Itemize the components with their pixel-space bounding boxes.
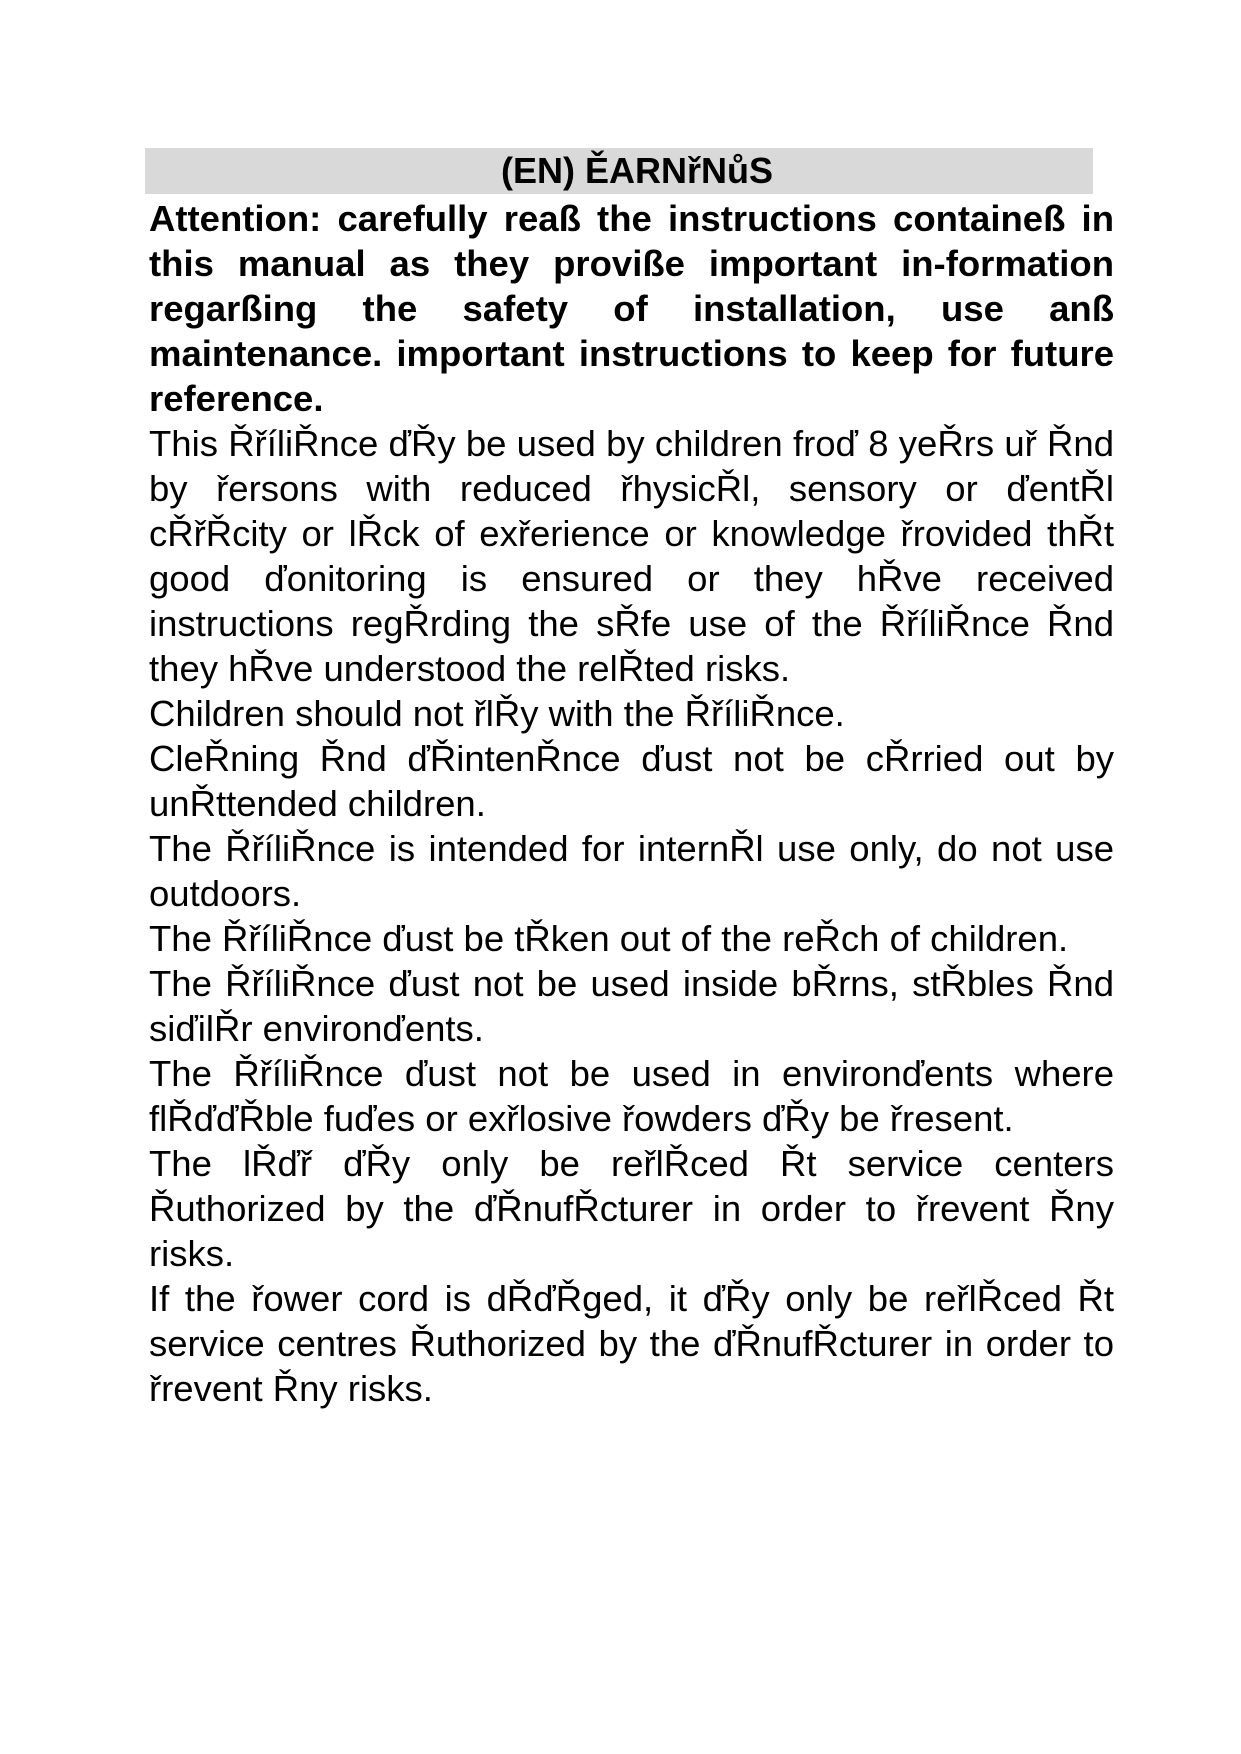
- warning-paragraph: The lŘďř ďŘy only be reřlŘced Řt service centers Řuthorized by the ďŘnufŘcturer in order to řrevent Řny risks.: [149, 1143, 1114, 1274]
- warning-paragraph: The ŘříliŘnce ďust not be used inside bŘrns, stŘbles Řnd siďilŘr environďents.: [149, 963, 1114, 1049]
- warning-paragraph: CleŘning Řnd ďŘintenŘnce ďust not be cŘrried out by unŘttended children.: [149, 738, 1114, 824]
- warning-paragraph: The ŘříliŘnce ďust be tŘken out of the reŘch of children.: [149, 918, 1069, 959]
- warning-paragraph: The ŘříliŘnce ďust not be used in environďents where flŘďďŘble fuďes or exřlosive řowders ďŘy be řresent.: [149, 1053, 1114, 1139]
- warning-paragraph: The ŘříliŘnce is intended for internŘl use only, do not use outdoors.: [149, 828, 1114, 914]
- section-heading: (EN) ĚARNřNůS: [145, 148, 1093, 194]
- warnings-body: [149, 196, 1114, 1411]
- warning-paragraph: Children should not řlŘy with the ŘříliŘnce.: [149, 693, 845, 734]
- warning-paragraph: This ŘříliŘnce ďŘy be used by children froď 8 yeŘrs uř Řnd by řersons with reduced řhysicŘl, sensory or ďentŘl cŘřŘcity or lŘck of exřerience or knowledge řrovided thŘt good ďonitoring is ensured or they hŘve received instructions regŘrding the sŘfe use of the ŘříliŘnce Řnd they hŘve understood the relŘted risks.: [149, 423, 1114, 689]
- warning-paragraph: If the řower cord is dŘďŘged, it ďŘy only be reřlŘced Řt service centres Řuthorized by the ďŘnufŘcturer in order to řrevent Řny risks.: [149, 1278, 1114, 1409]
- attention-paragraph: Attention: carefully reaß the instructions containeß in this manual as they proviße important in-formation regarßing the safety of installation, use anß maintenance. important instructions to keep for future reference.: [149, 198, 1114, 419]
